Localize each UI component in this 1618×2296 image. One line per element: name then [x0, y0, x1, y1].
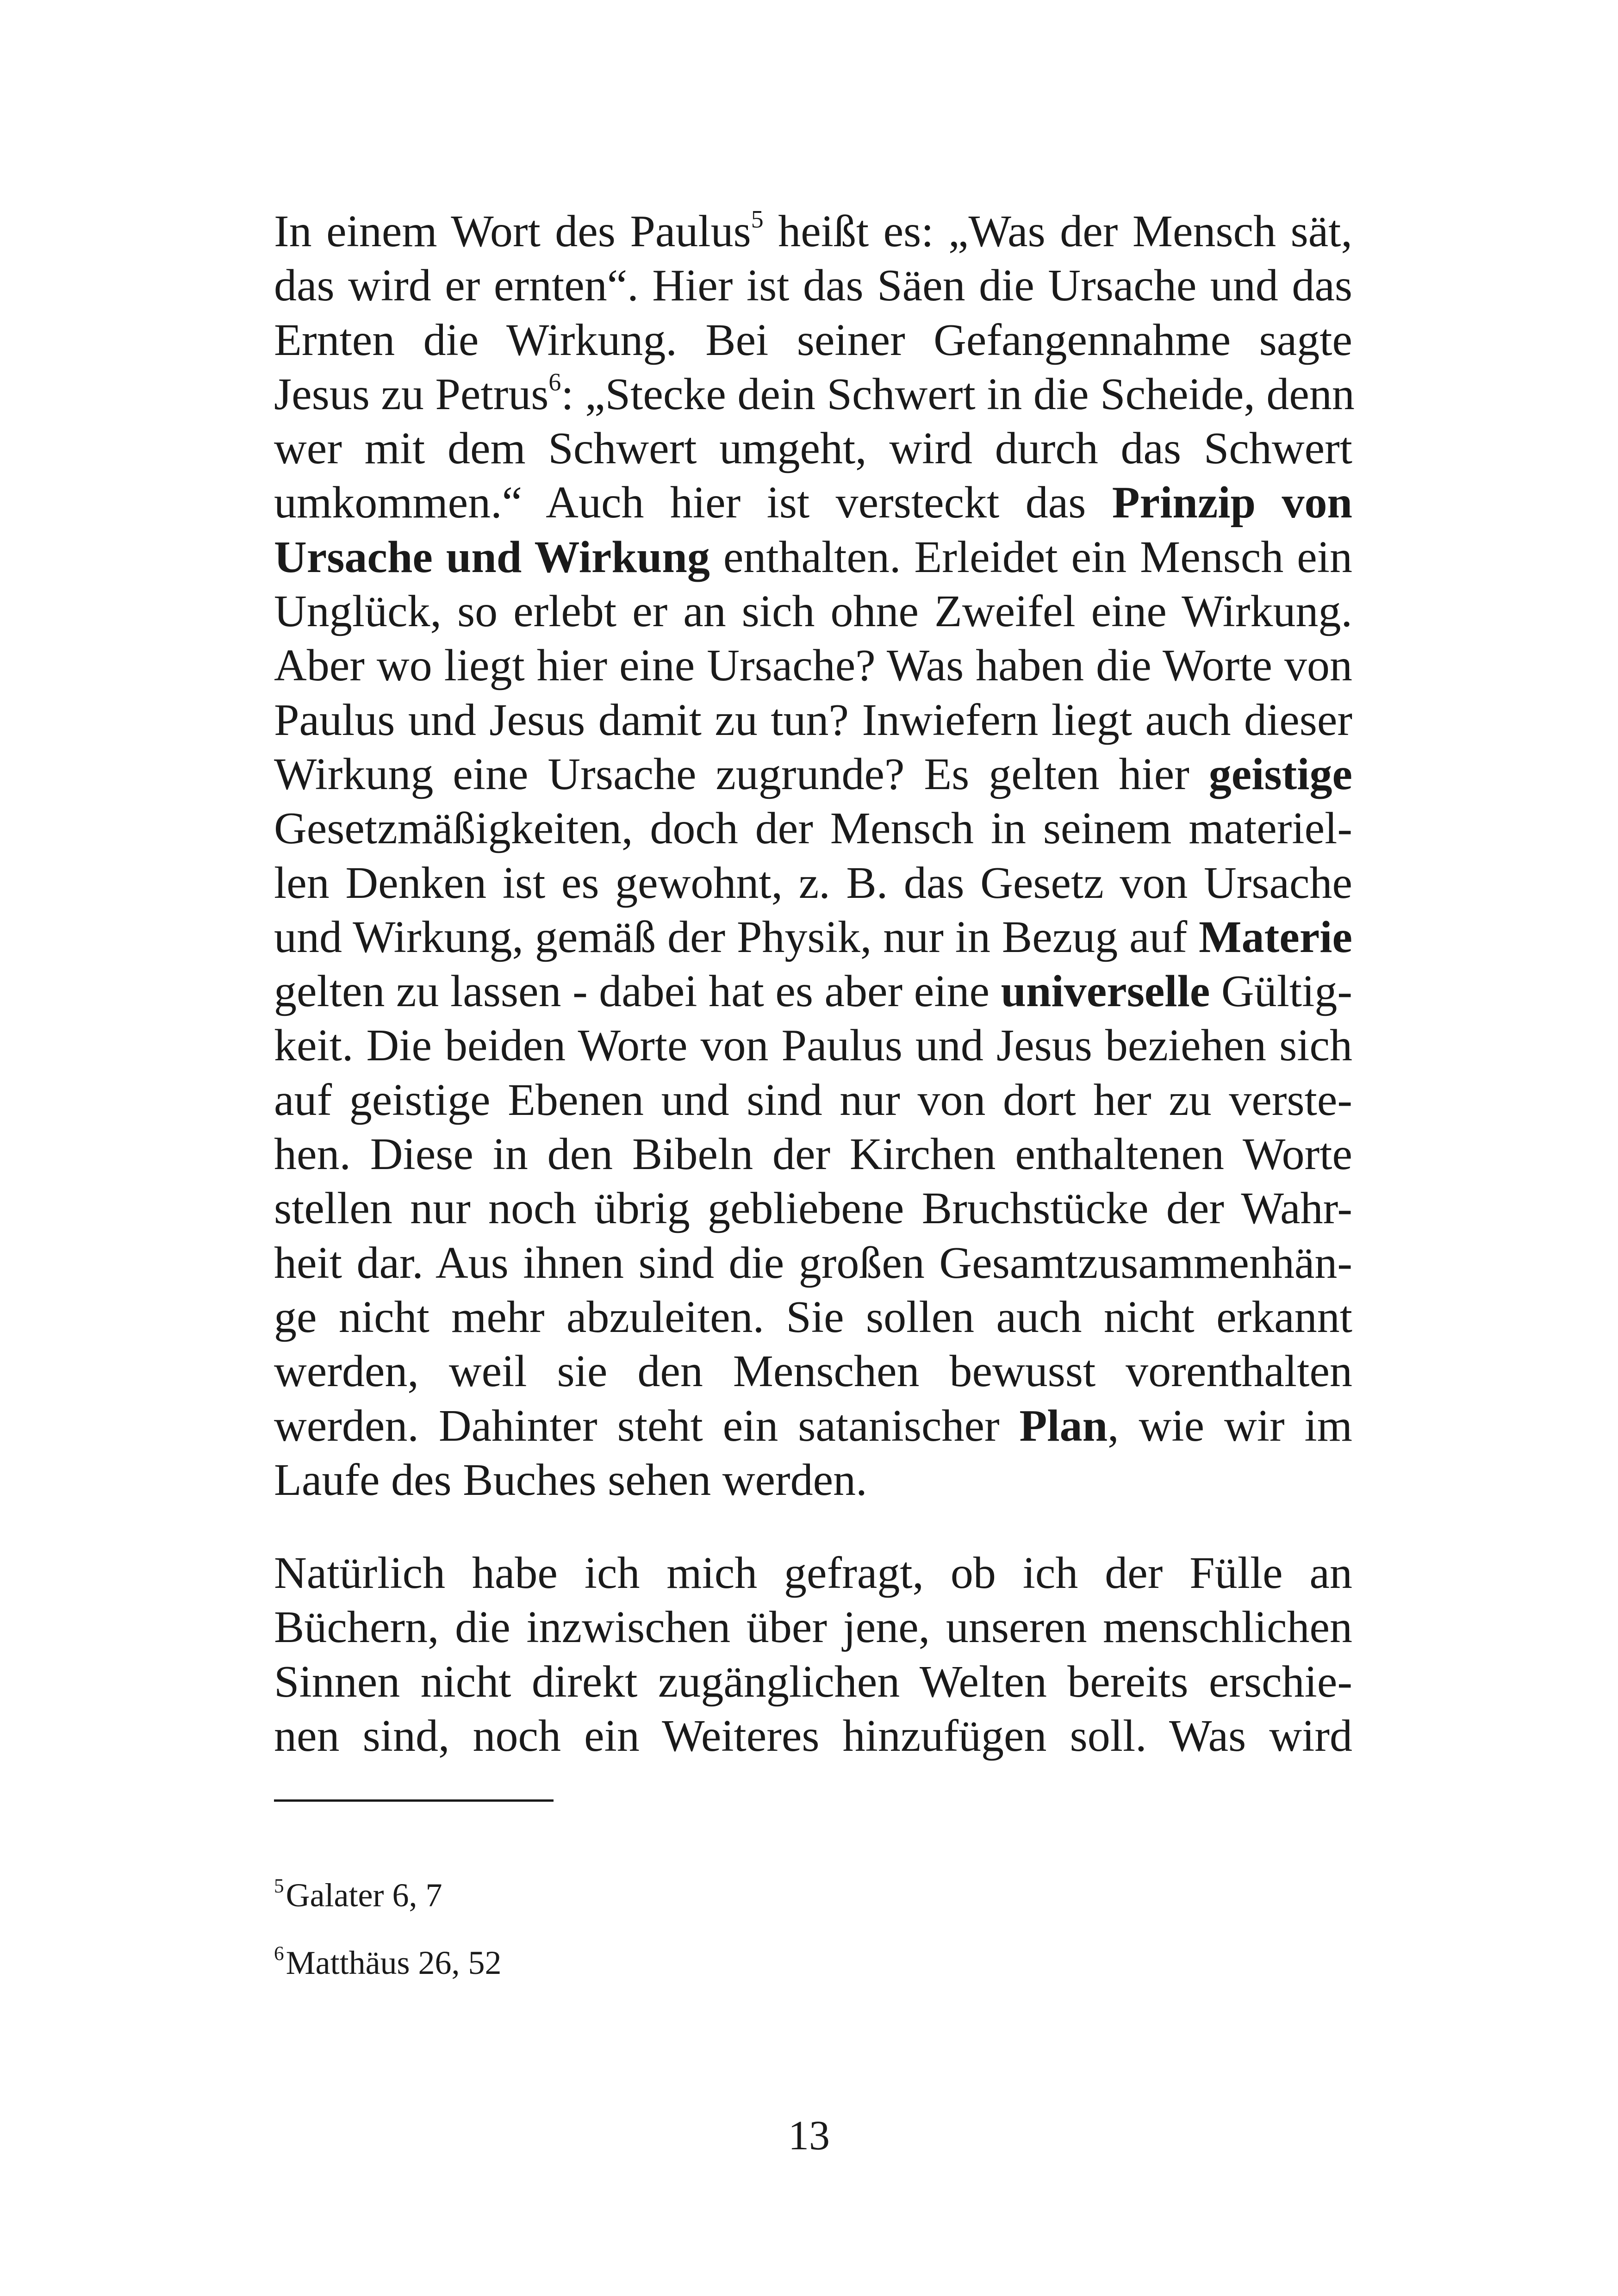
- text-line: Paulus und Jesus damit zu tun? Inwiefern liegt auch dieser: [274, 695, 1352, 745]
- text-line: Büchern, die inzwischen über jene, unseren menschlichen: [274, 1602, 1352, 1653]
- text-line: umkommen.“ Auch hier ist versteckt das Prinzip von: [274, 478, 1352, 528]
- bold-emphasis: universelle: [1001, 966, 1210, 1017]
- text-line: Natürlich habe ich mich gefragt, ob ich der Fülle an: [274, 1548, 1352, 1599]
- bold-emphasis: Prinzip von: [1112, 478, 1352, 528]
- paragraph-1: [274, 205, 1355, 1507]
- text-line: Unglück, so erlebt er an sich ohne Zweifel eine Wirkung.: [274, 586, 1352, 637]
- footnote-divider: [274, 1799, 554, 1802]
- footnote-reference-6: 6: [548, 368, 561, 396]
- footnote-6: [274, 1942, 502, 1984]
- text-line: stellen nur noch übrig gebliebene Bruchstücke der Wahr-: [274, 1183, 1352, 1234]
- text-line: In einem Wort des Paulus$^5$ heißt es: „Was der Mensch sät,: [274, 205, 1353, 256]
- text-line: Ursache und Wirkung enthalten. Erleidet ein Mensch ein: [274, 532, 1352, 582]
- text-line: Sinnen nicht direkt zugänglichen Welten bereits erschie-: [274, 1656, 1352, 1707]
- body-text: [274, 205, 1355, 1763]
- footnote-reference-5: 5: [751, 205, 764, 233]
- footnote-5: [274, 1874, 442, 1916]
- text-line: Laufe des Buches sehen werden.: [274, 1455, 867, 1505]
- text-line: keit. Die beiden Worte von Paulus und Jesus beziehen sich: [274, 1020, 1352, 1071]
- text-line: ge nicht mehr abzuleiten. Sie sollen auch nicht erkannt: [274, 1292, 1352, 1342]
- paragraph-2: [274, 1546, 1352, 1763]
- text-line: Aber wo liegt hier eine Ursache? Was haben die Worte von: [274, 641, 1352, 691]
- text-line: auf geistige Ebenen und sind nur von dort her zu verste-: [274, 1075, 1352, 1125]
- text-line: Ernten die Wirkung. Bei seiner Gefangennahme sagte: [274, 315, 1352, 365]
- text-line: heit dar. Aus ihnen sind die großen Gesamtzusammenhän-: [274, 1238, 1352, 1288]
- text-line: Wirkung eine Ursache zugrunde? Es gelten hier geistige: [274, 749, 1352, 799]
- paragraph-spacer: [274, 1507, 1352, 1546]
- text-line: Jesus zu Petrus$^6$: „Stecke dein Schwert in die Scheide, denn: [274, 368, 1355, 419]
- footnote-text: Galater 6, 7: [286, 1877, 442, 1914]
- footnote-text: Matthäus 26, 52: [286, 1944, 502, 1981]
- bold-emphasis: Plan: [1019, 1400, 1108, 1451]
- bold-emphasis: Materie: [1199, 912, 1352, 962]
- text-line: nen sind, noch ein Weiteres hinzufügen soll. Was wird: [274, 1711, 1352, 1761]
- page-number: 13: [788, 2113, 830, 2159]
- text-line: und Wirkung, gemäß der Physik, nur in Bezug auf Materie: [274, 912, 1352, 962]
- footnote-marker: 6: [274, 1942, 284, 1965]
- text-line: gelten zu lassen - dabei hat es aber eine universelle Gültig-: [274, 966, 1353, 1017]
- text-line: das wird er ernten“. Hier ist das Säen die Ursache und das: [274, 261, 1352, 311]
- text-line: werden. Dahinter steht ein satanischer Plan, wie wir im: [274, 1400, 1352, 1451]
- text-line: wer mit dem Schwert umgeht, wird durch das Schwert: [274, 423, 1352, 474]
- text-line: hen. Diese in den Bibeln der Kirchen enthaltenen Worte: [274, 1129, 1352, 1180]
- text-line: werden, weil sie den Menschen bewusst vorenthalten: [274, 1346, 1352, 1397]
- bold-emphasis: geistige: [1208, 749, 1352, 799]
- footnote-marker: 5: [274, 1875, 284, 1897]
- text-line: len Denken ist es gewohnt, z. B. das Gesetz von Ursache: [274, 858, 1352, 908]
- text-line: Gesetzmäßigkeiten, doch der Mensch in seinem materiel-: [274, 803, 1352, 854]
- bold-emphasis: Ursache und Wirkung: [274, 532, 710, 582]
